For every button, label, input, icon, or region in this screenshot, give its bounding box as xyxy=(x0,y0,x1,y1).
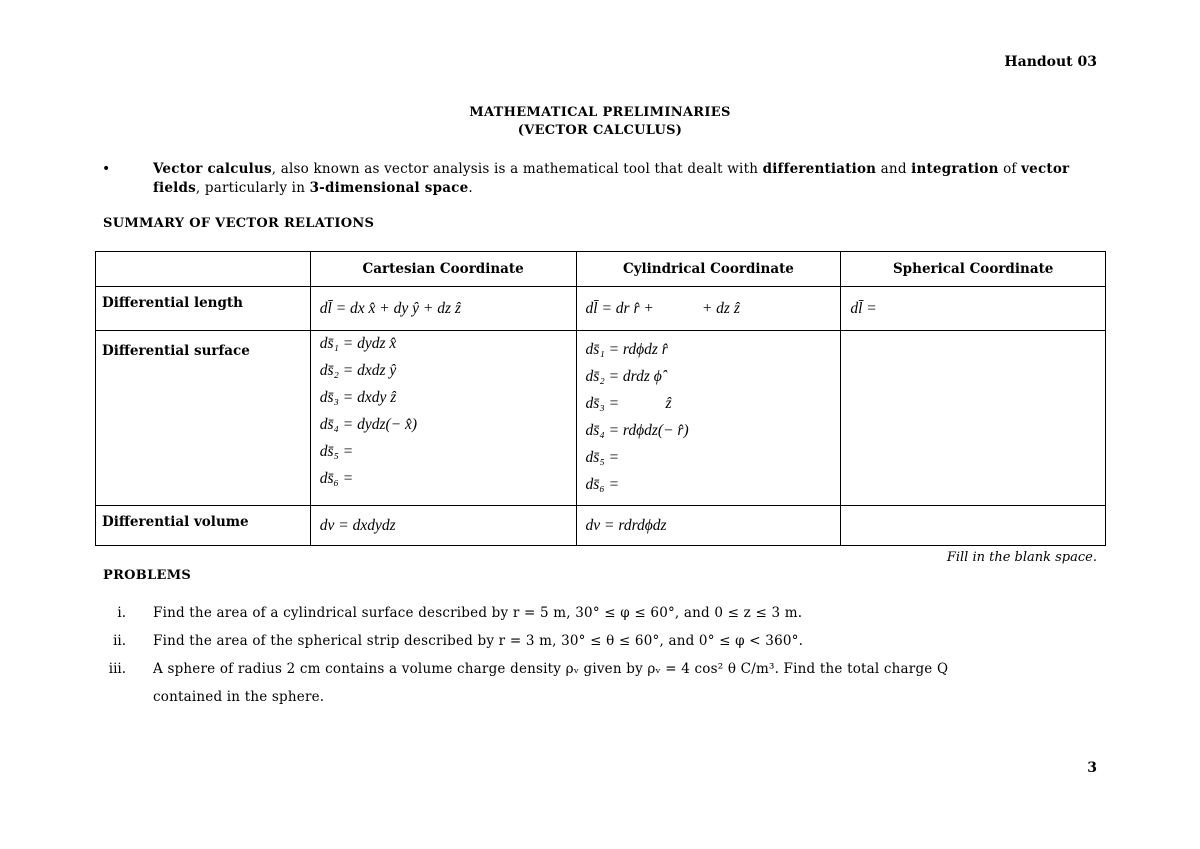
surface-cylindrical xyxy=(576,331,841,506)
summary-heading: SUMMARY OF VECTOR RELATIONS xyxy=(103,216,375,231)
surface-cart-3: ds̄₃ = dxdy ẑ xyxy=(319,389,397,406)
problem-text-2: Find the area of the spherical strip described by r = 3 m, 30° ≤ θ ≤ 60°, and 0° ≤ φ < 360°. xyxy=(153,633,804,649)
surface-cart-4: ds̄₄ = dydz(− x̂) xyxy=(319,416,418,433)
term-vector-fields: vector fields xyxy=(153,161,1070,196)
volume-spherical xyxy=(841,506,1106,546)
surface-cyl-6: ds̄₆ = xyxy=(585,476,620,493)
page-subtitle: (VECTOR CALCULUS) xyxy=(517,123,683,138)
term-vector-calculus: Vector calculus xyxy=(153,161,272,177)
row-label-length: Differential length xyxy=(96,287,311,331)
length-cartesian-eq: dl̄ = dx x̂ + dy ŷ + dz ẑ xyxy=(319,300,461,317)
row-label-surface: Differential surface xyxy=(96,331,311,506)
table-header-row xyxy=(96,252,1106,287)
surface-cyl-2: ds̄₂ = drdz ϕ̂ xyxy=(585,368,662,385)
table-row xyxy=(96,506,1106,546)
surface-cart-1: ds̄₁ = dydz x̂ xyxy=(319,335,397,352)
intro-text-3: of xyxy=(998,161,1022,177)
surface-cartesian xyxy=(310,331,576,506)
bullet-symbol: • xyxy=(102,161,111,177)
row-label-volume: Differential volume xyxy=(96,506,311,546)
intro-paragraph xyxy=(153,160,1103,198)
page-title: MATHEMATICAL PRELIMINARIES xyxy=(469,105,731,120)
problems-heading: PROBLEMS xyxy=(103,568,192,583)
header-cartesian: Cartesian Coordinate xyxy=(310,252,576,287)
intro-text-5: . xyxy=(468,180,473,196)
length-spherical xyxy=(841,287,1106,331)
surface-cyl-3: ds̄₃ = ẑ xyxy=(585,395,672,412)
handout-label: Handout 03 xyxy=(1004,54,1097,70)
surface-cart-5: ds̄₅ = xyxy=(319,443,354,460)
length-cyl-right: + dz ẑ xyxy=(701,300,740,317)
problem-number-1: i. xyxy=(117,605,126,621)
intro-text-1: , also known as vector analysis is a mathematical tool that dealt with xyxy=(271,161,763,177)
length-spherical-eq: dl̄ = xyxy=(850,300,877,317)
length-cyl-left: dl̄ = dr r̂ + xyxy=(585,300,654,317)
problem-text-3-continued: contained in the sphere. xyxy=(153,689,325,705)
intro-text-2: and xyxy=(876,161,912,177)
surface-cart-2: ds̄₂ = dxdz ŷ xyxy=(319,362,397,379)
problem-number-2: ii. xyxy=(113,633,126,649)
volume-cart-eq: dv = dxdydz xyxy=(319,517,396,534)
term-differentiation: differentiation xyxy=(762,161,877,177)
surface-cyl-4: ds̄₄ = rdϕdz(− r̂) xyxy=(585,422,689,439)
surface-spherical xyxy=(841,331,1106,506)
length-cartesian xyxy=(310,287,576,331)
term-integration: integration xyxy=(911,161,999,177)
surface-cyl-5: ds̄₅ = xyxy=(585,449,620,466)
problem-text-1: Find the area of a cylindrical surface described by r = 5 m, 30° ≤ φ ≤ 60°, and 0 ≤ z ≤ 3 m. xyxy=(153,605,803,621)
intro-text-4: , particularly in xyxy=(195,180,310,196)
volume-cyl-eq: dv = rdrdϕdz xyxy=(585,517,667,534)
volume-cylindrical xyxy=(576,506,841,546)
problem-text-3: A sphere of radius 2 cm contains a volume charge density ρᵥ given by ρᵥ = 4 cos² θ C/m³. Find the total charge Q xyxy=(153,661,949,677)
surface-cart-6: ds̄₆ = xyxy=(319,470,354,487)
header-cylindrical: Cylindrical Coordinate xyxy=(576,252,841,287)
length-cylindrical xyxy=(576,287,841,331)
term-3d-space: 3-dimensional space xyxy=(309,180,469,196)
problem-number-3: iii. xyxy=(108,661,126,677)
header-spherical: Spherical Coordinate xyxy=(841,252,1106,287)
surface-cyl-1: ds̄₁ = rdϕdz r̂ xyxy=(585,341,668,358)
page-number: 3 xyxy=(1087,760,1097,776)
empty-header-cell xyxy=(96,252,311,287)
fill-note: Fill in the blank space. xyxy=(946,550,1097,565)
length-cylindrical-eq xyxy=(586,298,841,325)
table-row xyxy=(96,287,1106,331)
table-row xyxy=(96,331,1106,506)
volume-cartesian xyxy=(310,506,576,546)
vector-relations-table xyxy=(95,251,1106,546)
